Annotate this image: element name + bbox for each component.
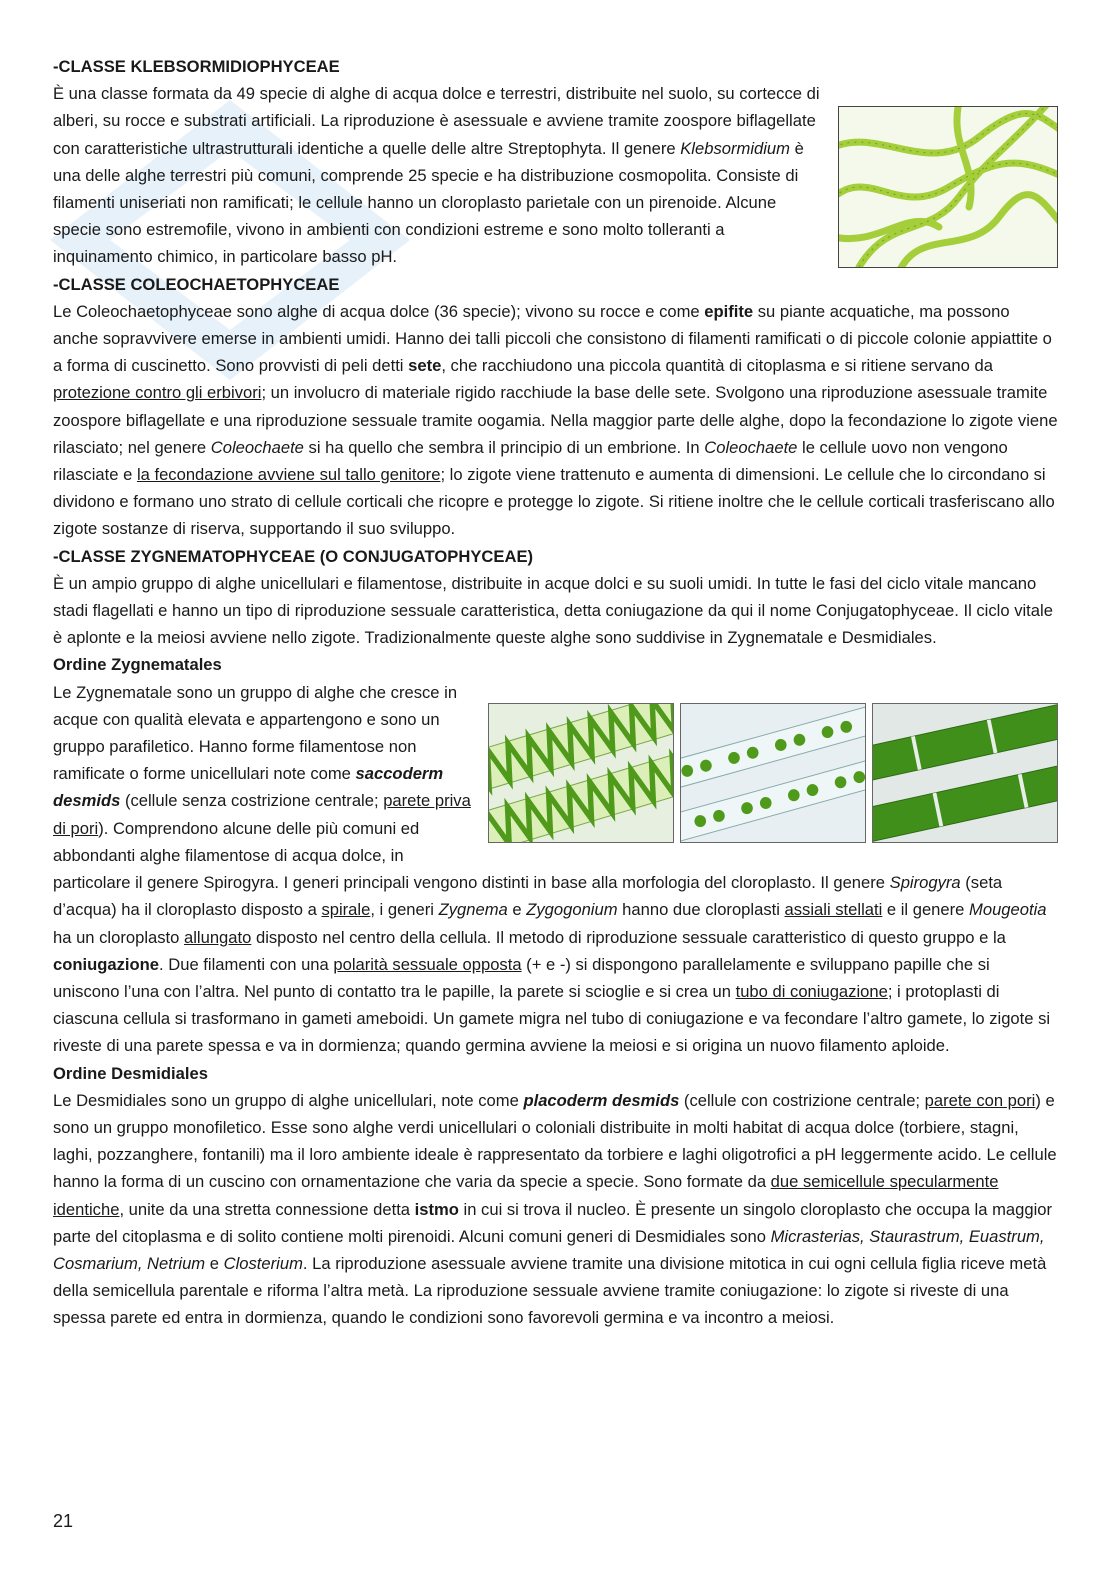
klebsormidium-image <box>838 106 1058 268</box>
text-run: (seta d’acqua) ha il cloroplasto disposto a <box>53 873 1003 920</box>
text-run: . Due filamenti con una <box>159 954 334 974</box>
underlined-text: tubo di coniugazione <box>735 981 888 1001</box>
text-run: ; i protoplasti di ciascuna cellula si trasformano in gameti ameboidi. Un gamete migra nel tubo di coniugazione e va fecondare l’altro gamete, lo zigote si riveste di una parete spessa e va in dormienza; quando germina avviene la meiosi e si origina un nuovo filamento aploide. <box>53 981 1051 1056</box>
text-run: È una classe formata da 49 specie di alghe di acqua dolce e terrestri, distribuite nel suolo, su cortecce di alberi, su rocce e substrati artificiali. La riproduzione è asessuale e avviene tramite zoospore biflagellate con caratteristiche ultrastrutturali identiche a quelle delle altre Streptophyta. Il genere <box>53 84 820 158</box>
underlined-text: parete priva di pori <box>53 791 471 838</box>
genus-coleochaete: Coleochaete <box>210 437 304 457</box>
coleochaetophyceae-text <box>53 298 1058 543</box>
text-run: Le Desmidiales sono un gruppo di alghe unicellulari, note come <box>53 1090 524 1110</box>
spirogyra-image <box>488 703 674 843</box>
text-run: è una delle alghe terrestri più comuni, comprende 25 specie e ha distribuzione cosmopolita. Consiste di filamenti uniseriati non ramificati; le cellule hanno un cloroplasto parietale con un pirenoide. Alcune specie sono estremofile, vivono in ambienti con condizioni estreme e sono molto tolleranti a inquinamento chimico, in particolare basso pH. <box>53 138 804 267</box>
zygnema-image <box>680 703 866 843</box>
text-run: (cellule con costrizione centrale; <box>679 1090 925 1110</box>
text-run: in cui si trova il nucleo. È presente un singolo cloroplasto che occupa la maggior parte del citoplasma e di solito contiene molti pirenoidi. Alcuni comuni generi di Desmidiales sono <box>53 1199 1053 1246</box>
text-run: Le Zygnematale sono un gruppo di alghe che cresce in acque con qualità elevata e appartengono e sono un gruppo parafiletico. Hanno forme filamentose non ramificate o forme unicellulari note come <box>53 682 458 784</box>
genus-zygnema: Zygnema <box>438 900 508 920</box>
text-run: ). Comprendono alcune delle più comuni ed abbondanti alghe filamentose di acqua dolce, in particolare il genere Spirogyra. I generi principali vengono distinti in base alla morfologia del cloroplasto. Il genere <box>53 818 890 893</box>
text-run: , unite da una stretta connessione detta <box>119 1199 415 1219</box>
term-placoderm-desmids: placoderm desmids <box>523 1090 680 1110</box>
text-run: e <box>507 900 527 920</box>
heading-zygnematophyceae: -CLASSE ZYGNEMATOPHYCEAE (O CONJUGATOPHYCEAE) <box>53 546 534 566</box>
genus-spirogyra: Spirogyra <box>889 873 961 893</box>
text-run: Le Coleochaetophyceae sono alghe di acqua dolce (36 specie); vivono su rocce e come <box>53 301 705 321</box>
underlined-text: la fecondazione avviene sul tallo genitore <box>136 465 441 485</box>
heading-ordine-zygnematales: Ordine Zygnematales <box>53 655 222 675</box>
desmidiales-text <box>53 1087 1058 1332</box>
heading-ordine-desmidiales: Ordine Desmidiales <box>53 1063 208 1083</box>
text-run: ha un cloroplasto <box>53 927 184 947</box>
text-run: le cellule uovo non vengono rilasciate e <box>53 437 1008 485</box>
genus-closterium: Closterium <box>223 1253 303 1273</box>
underlined-text: polarità sessuale opposta <box>333 954 522 974</box>
zygnematophyceae-text: È un ampio gruppo di alghe unicellulari e filamentose, distribuite in acque dolci e su suoli umidi. In tutte le fasi del ciclo vitale mancano stadi flagellati e hanno un tipo di riproduzione sessuale caratteristica, detta coniugazione da qui il nome Conjugatophyceae. Il ciclo vitale è aplonte e la meiosi avviene nello zigote. Tradizionalmente queste alghe sono suddivise in Zygnematale e Desmidiales. <box>53 573 1053 648</box>
heading-klebsormidiophyceae: -CLASSE KLEBSORMIDIOPHYCEAE <box>53 57 340 76</box>
underlined-text: parete con pori <box>924 1090 1036 1110</box>
underlined-text: allungato <box>184 927 252 947</box>
text-run: su piante acquatiche, ma possono anche sopravvivere emerse in ambienti umidi. Hanno dei talli piccoli che consistono di filamenti ramificati o di piccole colonie appiattite o a forma di cuscinetto. Sono provvisti di peli detti <box>53 301 1052 376</box>
underlined-text: spirale <box>321 900 371 920</box>
text-run: hanno due cloroplasti <box>617 900 785 920</box>
genus-mougeotia: Mougeotia <box>969 900 1047 920</box>
underlined-text: due semicellule specularmente identiche <box>53 1172 999 1219</box>
text-run: , che racchiudono una piccola quantità di citoplasma e si ritiene servano da <box>441 356 993 376</box>
genus-coleochaete: Coleochaete <box>704 437 798 457</box>
text-run: (cellule senza costrizione centrale; <box>120 791 384 811</box>
text-run: e <box>205 1253 224 1273</box>
term-istmo: istmo <box>414 1199 459 1219</box>
text-run: , i generi <box>370 900 439 920</box>
term-epifite: epifite <box>704 301 754 321</box>
underlined-text: assiali stellati <box>784 900 883 920</box>
genera-list: Micrasterias, Staurastrum, Euastrum, Cosmarium, Netrium <box>53 1226 1045 1273</box>
document-body <box>53 53 1058 1332</box>
term-coniugazione: coniugazione <box>53 954 160 974</box>
text-run: si ha quello che sembra il principio di un embrione. In <box>303 437 705 457</box>
page-number: 21 <box>53 1511 74 1531</box>
term-saccoderm-desmids: saccoderm desmids <box>53 764 444 811</box>
text-run: ; lo zigote viene trattenuto e aumenta di dimensioni. Le cellule che lo circondano si dividono e formano uno strato di cellule corticali che ricopre e protegge lo zigote. Si ritiene inoltre che le cellule corticali trasferiscano allo zigote sostanze di riserva, supportando il suo sviluppo. <box>53 465 1055 539</box>
text-run: ; un involucro di materiale rigido racchiude la base delle sete. Svolgono una riproduzione asessuale tramite zoospore biflagellate e una riproduzione sessuale tramite oogamia. Nella maggior parte delle alghe, dopo la fecondazione lo zigote viene rilasciato; nel genere <box>53 383 1058 457</box>
text-run: (+ e -) si dispongono parallelamente e sviluppano papille che si uniscono l’una con l’altra. Nel punto di contatto tra le papille, la parete si scioglie e si crea un <box>53 954 990 1001</box>
genus-klebsormidium: Klebsormidium <box>680 138 790 158</box>
text-run: ) e sono un gruppo monofiletico. Esse sono alghe verdi unicellulari o coloniali distribuite in molti habitat di acqua dolce (torbiere, stagni, laghi, pozzanghere, fontanili) ma il loro ambiente ideale è rappresentato da torbiere e laghi oligotrofici a pH leggermente acido. Le cellule hanno la forma di un cuscino con ornamentazione che varia da specie a specie. Sono formate da <box>53 1090 1057 1192</box>
text-run: . La riproduzione asessuale avviene tramite una divisione mitotica in cui ogni cellula figlia riceve metà della semicellula parentale e riforma l’altra metà. La riproduzione sessuale avviene tramite coniugazione: lo zigote si riveste di una spessa parete ed entra in dormienza, quando le condizioni sono favorevoli germina e va incontro a meiosi. <box>53 1253 1047 1328</box>
text-run: e il genere <box>882 900 970 920</box>
mougeotia-image <box>872 703 1058 843</box>
heading-coleochaetophyceae: -CLASSE COLEOCHAETOPHYCEAE <box>53 274 340 294</box>
genus-zygogonium: Zygogonium <box>526 900 618 920</box>
underlined-text: protezione contro gli erbivori <box>53 383 262 403</box>
text-run: disposto nel centro della cellula. Il metodo di riproduzione sessuale caratteristico di questo gruppo e la <box>251 927 1006 947</box>
term-sete: sete <box>408 356 442 376</box>
zygnematales-images <box>488 703 1058 843</box>
